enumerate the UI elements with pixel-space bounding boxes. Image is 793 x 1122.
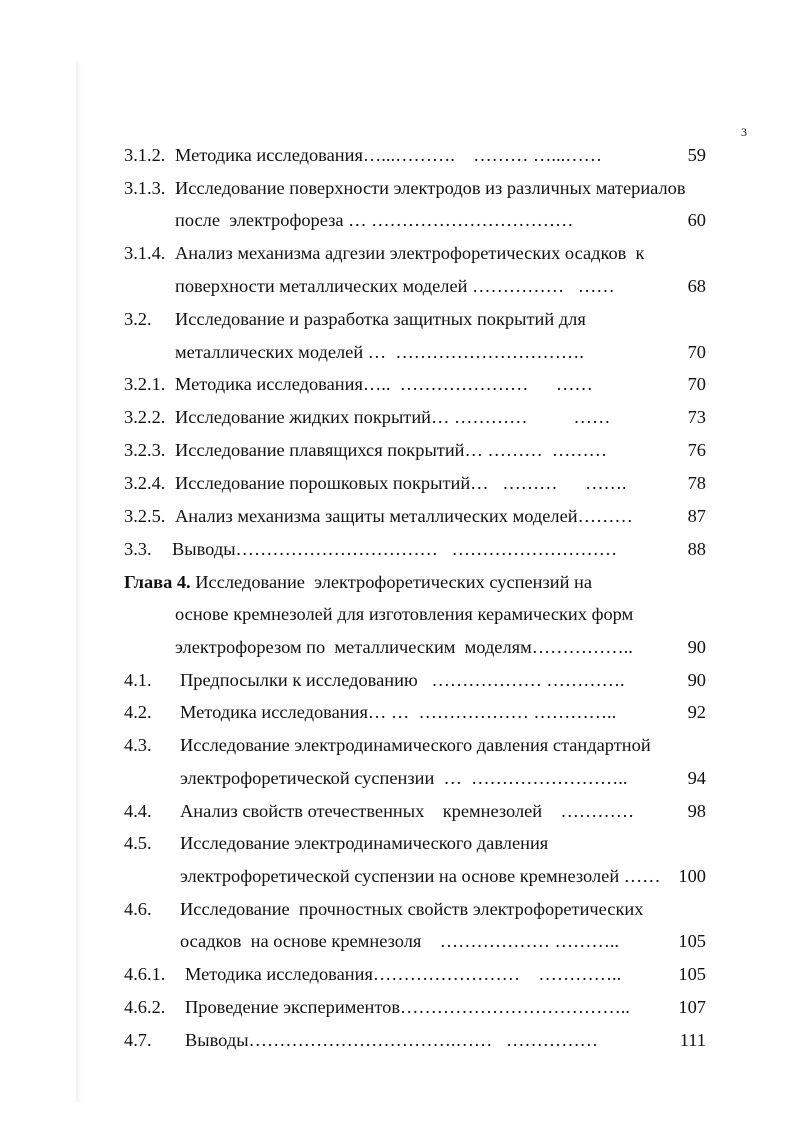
toc-entry-title: Исследование порошковых покрытий… ……… ……. <box>175 473 627 493</box>
chapter-title: Исследование электрофоретических суспензий на <box>190 572 593 592</box>
toc-entry-title: электрофорезом по металлическим моделям…………….. <box>175 637 633 657</box>
toc-entry-page: 76 <box>687 440 706 460</box>
toc-entry <box>124 536 716 562</box>
toc-entry-number: 3.1.3. <box>124 178 166 198</box>
toc-entry-title: Проведение экспериментов……………………………….. <box>185 997 630 1017</box>
toc-entry-page: 92 <box>687 702 706 722</box>
toc-entry <box>124 634 716 660</box>
toc-entry <box>124 240 716 266</box>
toc-entry <box>124 142 716 168</box>
toc-entry-title: после электрофореза … …………………………… <box>175 210 574 230</box>
toc-entry-title: Выводы…………………………… ……………………… <box>172 539 618 559</box>
toc-entry-number: 3.2.3. <box>124 440 166 460</box>
toc-entry <box>124 961 716 987</box>
toc-entry <box>124 207 716 233</box>
toc-entry <box>124 404 716 430</box>
toc-entry-title: Исследование жидких покрытий… ………… …… <box>175 407 611 427</box>
page-number: 3 <box>741 125 747 139</box>
toc-entry <box>124 699 716 725</box>
toc-entry <box>124 732 716 758</box>
toc-entry-number: 4.6.1. <box>124 964 166 984</box>
toc-entry-page: 98 <box>687 801 706 821</box>
toc-entry-title: Исследование поверхности электродов из различных материалов <box>175 178 686 198</box>
toc-entry <box>124 470 716 496</box>
toc-entry-page: 78 <box>687 473 706 493</box>
toc-entry-title <box>124 569 592 595</box>
toc-entry-title: Исследование электродинамического давления стандартной <box>180 735 651 755</box>
toc-entry <box>124 437 716 463</box>
toc-entry-title: Исследование и разработка защитных покрытий для <box>175 309 586 329</box>
toc-entry-page: 88 <box>687 539 706 559</box>
toc-entry-title: Методика исследования…………………… ………….. <box>185 964 622 984</box>
toc-entry-number: 3.2. <box>124 309 152 329</box>
toc-entry-title: Предпосылки к исследованию ……………… …………. <box>180 670 625 690</box>
toc-entry-title: основе кремнезолей для изготовления керамических форм <box>175 604 634 624</box>
toc-entry <box>124 896 716 922</box>
toc-entry-title: поверхности металлических моделей …………… …… <box>175 276 615 296</box>
page-edge-shadow <box>76 62 82 1102</box>
toc-entry <box>124 371 716 397</box>
toc-entry-number: 3.2.2. <box>124 407 166 427</box>
toc-entry-title: электрофоретической суспензии на основе кремнезолей …… <box>180 866 661 886</box>
toc-entry <box>124 601 716 627</box>
toc-entry-title: Выводы…………………………….…… …………… <box>185 1030 598 1050</box>
toc-entry-title: Методика исследования… … ……………… ………….. <box>180 702 617 722</box>
toc-entry-title: Методика исследования…...………. ……… …...…… <box>175 145 602 165</box>
toc-entry <box>124 1027 716 1053</box>
toc-entry-page: 107 <box>678 997 706 1017</box>
toc-entry-title: металлических моделей … …………………………. <box>175 342 584 362</box>
toc-entry-page: 68 <box>687 276 706 296</box>
toc-entry-page: 73 <box>687 407 706 427</box>
toc-entry-page: 105 <box>678 931 706 951</box>
toc-entry-title: Анализ механизма адгезии электрофоретических осадков к <box>175 243 645 263</box>
toc-entry-page: 90 <box>687 637 706 657</box>
toc-entry <box>124 175 716 201</box>
toc-entry-page: 87 <box>687 506 706 526</box>
toc-entry-title: электрофоретической суспензии … …………………….. <box>180 768 628 788</box>
toc-entry-number: 3.2.4. <box>124 473 166 493</box>
toc-entry-number: 4.3. <box>124 735 152 755</box>
toc-entry <box>124 667 716 693</box>
toc-entry <box>124 830 716 856</box>
toc-entry-title: Исследование электродинамического давления <box>180 833 549 853</box>
toc-entry <box>124 569 716 595</box>
toc-entry-page: 100 <box>678 866 706 886</box>
toc-entry <box>124 339 716 365</box>
toc-entry-page: 60 <box>687 210 706 230</box>
toc-entry-number: 4.1. <box>124 670 152 690</box>
toc-entry-number: 4.4. <box>124 801 152 821</box>
toc-entry <box>124 273 716 299</box>
toc-entry-title: Исследование плавящихся покрытий… ……… ……… <box>175 440 608 460</box>
toc-entry-title: Анализ механизма защиты металлических моделей……… <box>175 506 633 526</box>
toc-entry-title: Исследование прочностных свойств электрофоретических <box>180 899 644 919</box>
toc-entry-title: Методика исследования….. ………………… …… <box>175 374 593 394</box>
toc-entry <box>124 503 716 529</box>
toc-entry <box>124 928 716 954</box>
toc-entry <box>124 994 716 1020</box>
toc-entry-page: 59 <box>687 145 706 165</box>
toc-entry-title: Анализ свойств отечественных кремнезолей ………… <box>180 801 635 821</box>
toc-entry-number: 3.1.4. <box>124 243 166 263</box>
chapter-label: Глава 4. <box>124 572 191 592</box>
toc-entry-number: 3.2.5. <box>124 506 166 526</box>
toc-entry-page: 90 <box>687 670 706 690</box>
toc-entry-number: 4.6. <box>124 899 152 919</box>
toc-entry-page: 105 <box>678 964 706 984</box>
toc-entry <box>124 798 716 824</box>
toc-entry-number: 3.3. <box>124 539 152 559</box>
toc-entry-number: 4.5. <box>124 833 152 853</box>
toc-entry-page: 70 <box>687 374 706 394</box>
toc-entry-number: 4.2. <box>124 702 152 722</box>
toc-entry-page: 94 <box>687 768 706 788</box>
toc-entry-title: осадков на основе кремнезоля ……………… ……….. <box>180 931 620 951</box>
toc-entry <box>124 306 716 332</box>
toc-entry-number: 4.6.2. <box>124 997 166 1017</box>
toc-entry-number: 3.1.2. <box>124 145 166 165</box>
toc-entry-number: 4.7. <box>124 1030 152 1050</box>
toc-entry-number: 3.2.1. <box>124 374 166 394</box>
toc-entry <box>124 863 716 889</box>
toc-entry-page: 70 <box>687 342 706 362</box>
toc-entry-page: 111 <box>679 1030 706 1050</box>
toc-entry <box>124 765 716 791</box>
